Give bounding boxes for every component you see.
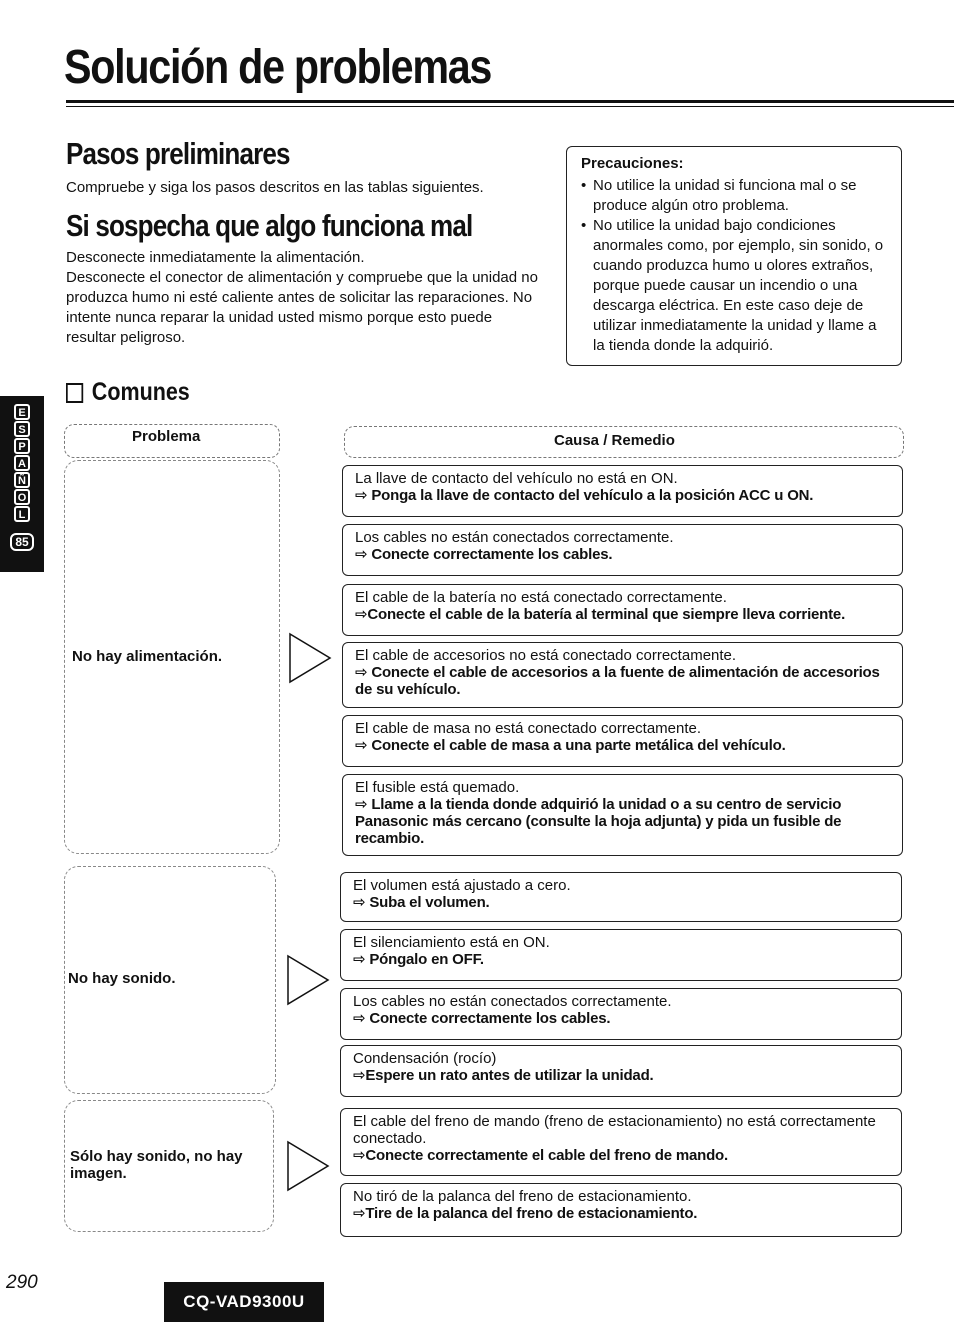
side-tab-letter: P: [14, 438, 30, 454]
malfunction-heading: Si sospecha que algo funciona mal: [66, 208, 473, 243]
remedy-cause: Los cables no están conectados correctamente.: [355, 529, 674, 546]
preliminary-heading: Pasos preliminares: [66, 136, 290, 171]
remedy-box: [342, 642, 903, 708]
malfunction-line1: Desconecte inmediatamente la alimentación.: [66, 249, 365, 266]
caution-item: • No utilice la unidad si funciona mal o se produce algún otro problema.: [581, 176, 891, 216]
remedy-fix: ⇨ Conecte correctamente los cables.: [355, 546, 613, 563]
caution-list: [581, 176, 891, 356]
remedy-fix: ⇨Tire de la palanca del freno de estacionamiento.: [353, 1205, 698, 1222]
remedy-column-header: Causa / Remedio: [554, 432, 675, 449]
caution-item: • No utilice la unidad bajo condiciones anormales como, por ejemplo, sin sonido, o cuando produzca humo u olores extraños, porque puede causar un incendio o una descarga eléctrica. En este caso deje de utilizar inmediatamente la unidad y llame a la tienda donde la adquirió.: [581, 216, 891, 356]
remedy-box: [342, 465, 903, 517]
remedy-cause: El cable de masa no está conectado correctamente.: [355, 720, 702, 737]
remedy-cause: El cable de la batería no está conectado correctamente.: [355, 589, 727, 606]
remedy-box: [340, 1045, 902, 1097]
section-title: [66, 378, 190, 407]
title-rule: [66, 100, 954, 103]
side-tab-letter: E: [14, 404, 30, 420]
caution-box: [566, 146, 902, 366]
arrow-right-icon: [286, 954, 330, 1006]
problem-label: Sólo hay sonido, no hay imagen.: [70, 1148, 243, 1182]
page-number: 290: [6, 1272, 38, 1293]
section-title-text: Comunes: [91, 378, 190, 406]
remedy-fix: ⇨ Suba el volumen.: [353, 894, 490, 911]
remedy-fix: ⇨ Llame a la tienda donde adquirió la unidad o a su centro de servicio Panasonic más cercano (consulte la hoja adjunta) y pida un fusible de recambio.: [355, 796, 842, 847]
remedy-fix: ⇨ Ponga la llave de contacto del vehículo a la posición ACC u ON.: [355, 487, 814, 504]
remedy-box: [342, 774, 903, 856]
side-tab-letter: L: [14, 506, 30, 522]
side-tab-letter: S: [14, 421, 30, 437]
arrow-right-icon: [288, 632, 332, 684]
remedy-fix: ⇨Conecte correctamente el cable del freno de mando.: [353, 1147, 728, 1164]
remedy-fix: ⇨ Conecte el cable de masa a una parte metálica del vehículo.: [355, 737, 786, 754]
side-tab-page: 85: [10, 533, 34, 551]
problem-label: No hay alimentación.: [72, 648, 223, 665]
remedy-box: [340, 872, 902, 922]
remedy-fix: ⇨ Conecte el cable de accesorios a la fuente de alimentación de accesorios de su vehículo.: [355, 664, 880, 698]
remedy-fix: ⇨ Conecte correctamente los cables.: [353, 1010, 611, 1027]
remedy-cause: Condensación (rocío): [353, 1050, 497, 1067]
remedy-cause: El silenciamiento está en ON.: [353, 934, 550, 951]
remedy-box: [340, 1183, 902, 1237]
remedy-box: [340, 988, 902, 1040]
remedy-cause: El cable del freno de mando (freno de estacionamiento) no está correctamente conectado.: [353, 1113, 876, 1147]
remedy-cause: La llave de contacto del vehículo no está en ON.: [355, 470, 678, 487]
side-tab-letter: Ñ: [14, 472, 30, 488]
model-badge: CQ-VAD9300U: [164, 1282, 324, 1322]
arrow-right-icon: [286, 1140, 330, 1192]
remedy-fix: ⇨Conecte el cable de la batería al terminal que siempre lleva corriente.: [355, 606, 846, 623]
remedy-cause: El volumen está ajustado a cero.: [353, 877, 571, 894]
remedy-fix: ⇨ Póngalo en OFF.: [353, 951, 484, 968]
remedy-box: [342, 584, 903, 636]
caution-title: Precauciones:: [581, 155, 684, 172]
remedy-box: [342, 524, 903, 576]
problem-column-header: Problema: [132, 428, 201, 445]
page-title: Solución de problemas: [64, 41, 492, 94]
remedy-box: [340, 929, 902, 981]
remedy-box: [340, 1108, 902, 1176]
remedy-fix: ⇨Espere un rato antes de utilizar la unidad.: [353, 1067, 654, 1084]
preliminary-text: Compruebe y siga los pasos descritos en las tablas siguientes.: [66, 179, 484, 196]
malfunction-line2: Desconecte el conector de alimentación y compruebe que la unidad no produzca humo ni esté caliente antes de solicitar las reparaciones. No intente nunca reparar la unidad usted mismo porque esto puede resultar peligroso.: [66, 269, 538, 346]
remedy-box: [342, 715, 903, 767]
side-tab-letter: A: [14, 455, 30, 471]
language-side-tab: [0, 396, 44, 572]
problem-label: No hay sonido.: [68, 970, 176, 987]
title-rule-thin: [66, 106, 954, 107]
side-tab-letter: O: [14, 489, 30, 505]
remedy-cause: El cable de accesorios no está conectado correctamente.: [355, 647, 737, 664]
remedy-cause: No tiró de la palanca del freno de estacionamiento.: [353, 1188, 692, 1205]
checkbox-icon: [66, 383, 83, 403]
remedy-cause: El fusible está quemado.: [355, 779, 520, 796]
remedy-cause: Los cables no están conectados correctamente.: [353, 993, 672, 1010]
